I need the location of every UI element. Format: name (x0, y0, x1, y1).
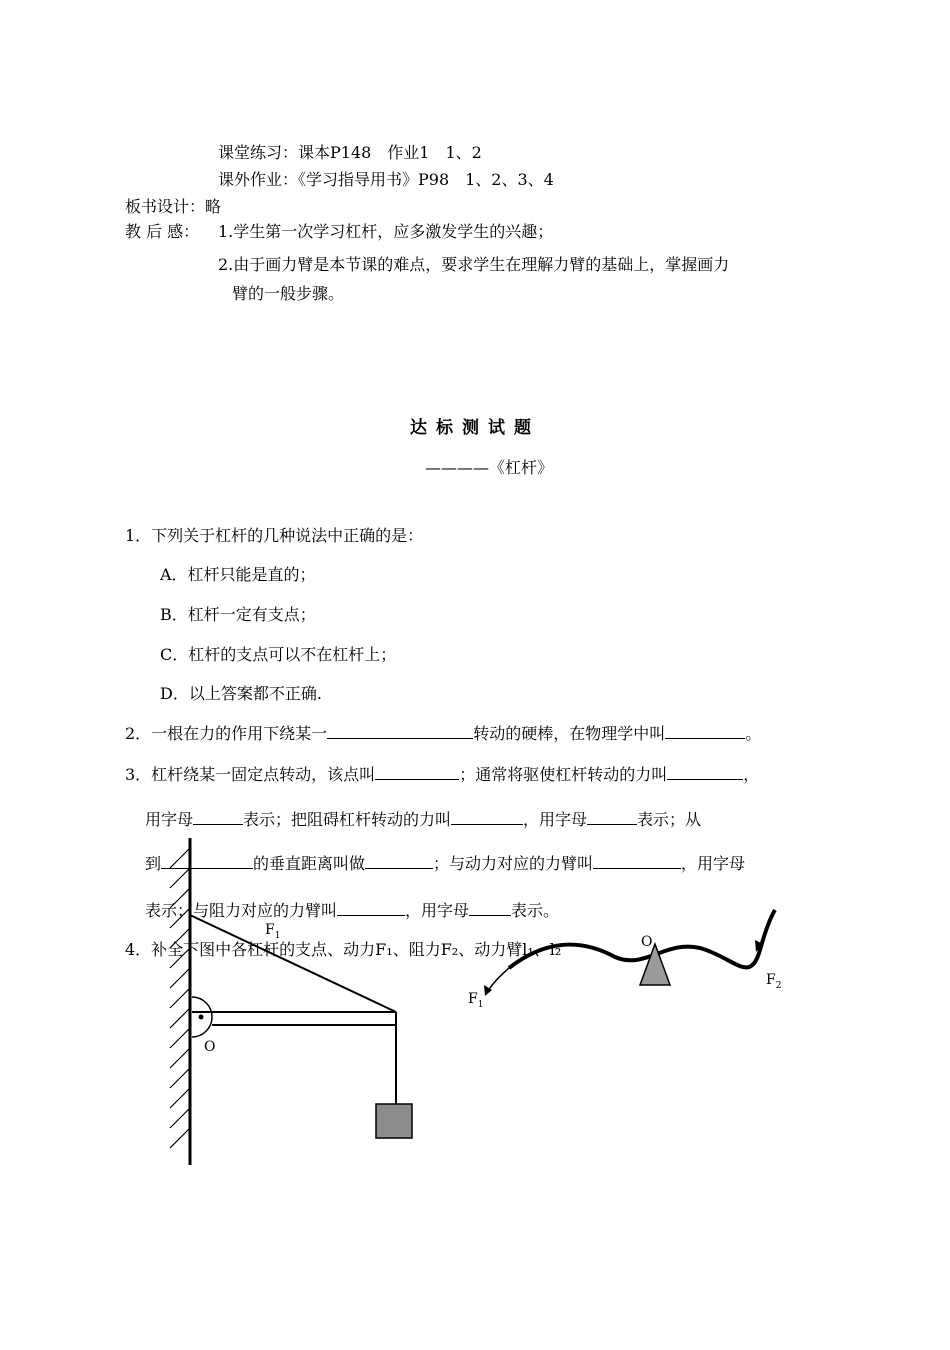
q3-text-2a: 用字母 (145, 810, 194, 829)
q3-text-3c: ；与动力对应的力臂叫 (433, 854, 594, 873)
reflection-item-1: 1.学生第一次学习杠杆，应多激发学生的兴趣； (218, 222, 554, 241)
q3-text-3d: ，用字母 (681, 854, 746, 873)
q3-text-4b: ，用字母 (405, 901, 470, 920)
q1-stem: 1．下列关于杠杆的几种说法中正确的是： (125, 526, 424, 545)
left-f1-label: $F_1$ (265, 922, 281, 941)
reflection-item-2: 2.由于画力臂是本节课的难点，要求学生在理解力臂的基础上，掌握画力 (218, 255, 730, 274)
homework-note: 课外作业：《学习指导用书》P98 1、2、3、4 (218, 170, 554, 189)
q3-text-3a: 到 (145, 854, 162, 873)
q1-option-b: B．杠杆一定有支点； (160, 605, 316, 624)
left-o-label: O (204, 1039, 216, 1055)
q3-text-1b: ；通常将驱使杠杆转动的力叫 (459, 765, 668, 784)
q1-option-a: A．杠杆只能是直的； (160, 565, 316, 584)
reflection-label: 教 后 感： (125, 222, 200, 241)
q2-text-1: 2．一根在力的作用下绕某一 (125, 724, 328, 743)
test-title: 达标测试题 (410, 418, 540, 438)
classwork-note: 课堂练习：课本P148 作业1 1、2 (218, 143, 482, 162)
q1-option-c: C．杠杆的支点可以不在杠杆上； (160, 645, 397, 664)
board-design-note: 板书设计：略 (125, 197, 222, 216)
hanging-weight (376, 1104, 412, 1138)
q4-stem: 4．补全下图中各杠杆的支点、动力F₁、阻力F₂、动力臂l₁、l₂ (125, 940, 562, 959)
wall-lever-diagram (170, 838, 412, 1165)
q3-text-2c: ，用字母 (523, 810, 588, 829)
q1-option-d: D．以上答案都不正确. (160, 684, 322, 703)
q3-text-1c: ， (743, 765, 760, 784)
right-f1-label: $F_1$ (468, 991, 484, 1010)
curved-lever-diagram (468, 910, 781, 1010)
hinge-pivot-dot (199, 1015, 204, 1020)
q3-text-1a: 3．杠杆绕某一固定点转动，该点叫 (125, 765, 376, 784)
reflection-item-2-cont: 臂的一般步骤。 (232, 284, 345, 303)
f1-force-arrow (487, 968, 509, 992)
wall-hatching (170, 848, 190, 1148)
q3-text-4a: 表示；与阻力对应的力臂叫 (145, 901, 338, 920)
q3-text-2d: 表示；从 (637, 810, 702, 829)
q3-text-2b: 表示；把阻碍杠杆转动的力叫 (243, 810, 452, 829)
right-f2-label: $F_2$ (766, 972, 782, 991)
q2-text-3: 。 (745, 724, 762, 743)
right-o-label: O (641, 934, 653, 950)
support-rope (190, 915, 396, 1012)
q3-text-4c: 表示。 (511, 901, 560, 920)
q2-text-2: 转动的硬棒，在物理学中叫 (473, 724, 666, 743)
test-subtitle: ————《杠杆》 (425, 458, 554, 477)
q3-text-3b: 的垂直距离叫做 (253, 854, 366, 873)
